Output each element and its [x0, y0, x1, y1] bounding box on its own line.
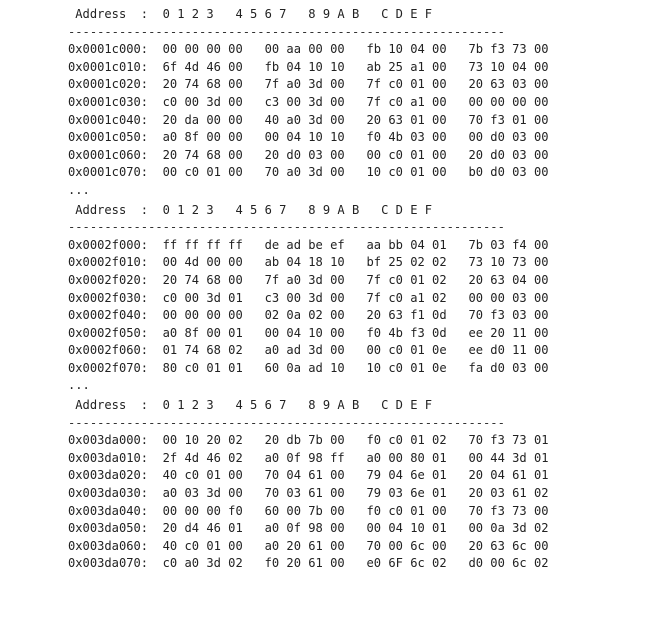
dump-row: 0x003da030: a0 03 3d 00 70 03 61 00 79 03 6e 01 20 03 61 02 — [68, 486, 549, 501]
dump-row: 0x0001c040: 20 da 00 00 40 a0 3d 00 20 63 01 00 70 f3 01 00 — [68, 112, 549, 127]
separator-line: ------------------------------------------------------------ — [68, 220, 505, 235]
dump-row: 0x0001c030: c0 00 3d 00 c3 00 3d 00 7f c0 a1 00 00 00 00 00 — [68, 94, 549, 109]
ellipsis: ... — [68, 378, 90, 393]
dump-row: 0x0001c050: a0 8f 00 00 00 04 10 10 f0 4b 03 00 00 d0 03 00 — [68, 130, 549, 145]
dump-block-3 — [68, 397, 628, 573]
dump-row: 0x0001c010: 6f 4d 46 00 fb 04 10 10 ab 25 a1 00 73 10 04 00 — [68, 59, 549, 74]
dump-block-2 — [68, 202, 628, 396]
column-header: Address : 0 1 2 3 4 5 6 7 8 9 A B C D E F — [68, 202, 433, 217]
dump-row: 0x0002f060: 01 74 68 02 a0 ad 3d 00 00 c0 01 0e ee d0 11 00 — [68, 343, 549, 358]
dump-row: 0x003da060: 40 c0 01 00 a0 20 61 00 70 00 6c 00 20 63 6c 00 — [68, 538, 549, 553]
column-header: Address : 0 1 2 3 4 5 6 7 8 9 A B C D E F — [68, 7, 433, 21]
dump-row: 0x003da020: 40 c0 01 00 70 04 61 00 79 04 6e 01 20 04 61 01 — [68, 468, 549, 483]
dump-row: 0x003da010: 2f 4d 46 02 a0 0f 98 ff a0 00 80 01 00 44 3d 01 — [68, 450, 549, 465]
dump-row: 0x0002f020: 20 74 68 00 7f a0 3d 00 7f c0 01 02 20 63 04 00 — [68, 272, 549, 287]
dump-row: 0x0002f050: a0 8f 00 01 00 04 10 00 f0 4b f3 0d ee 20 11 00 — [68, 325, 549, 340]
dump-row: 0x0002f040: 00 00 00 00 02 0a 02 00 20 63 f1 0d 70 f3 03 00 — [68, 308, 549, 323]
dump-row: 0x0002f070: 80 c0 01 01 60 0a ad 10 10 c0 01 0e fa d0 03 00 — [68, 360, 549, 375]
dump-row: 0x003da070: c0 a0 3d 02 f0 20 61 00 e0 6F 6c 02 d0 00 6c 02 — [68, 556, 549, 571]
dump-row: 0x0002f000: ff ff ff ff de ad be ef aa bb 04 01 7b 03 f4 00 — [68, 237, 549, 252]
dump-row: 0x003da000: 00 10 20 02 20 db 7b 00 f0 c0 01 02 70 f3 73 01 — [68, 433, 549, 448]
dump-row: 0x0002f030: c0 00 3d 01 c3 00 3d 00 7f c0 a1 02 00 00 03 00 — [68, 290, 549, 305]
ellipsis: ... — [68, 182, 90, 197]
separator-line: ------------------------------------------------------------ — [68, 415, 505, 430]
dump-row: 0x003da050: 20 d4 46 01 a0 0f 98 00 00 04 10 01 00 0a 3d 02 — [68, 521, 549, 536]
separator-line: ------------------------------------------------------------ — [68, 24, 505, 39]
column-header: Address : 0 1 2 3 4 5 6 7 8 9 A B C D E F — [68, 398, 433, 413]
dump-row: 0x0001c060: 20 74 68 00 20 d0 03 00 00 c0 01 00 20 d0 03 00 — [68, 147, 549, 162]
dump-row: 0x0002f010: 00 4d 00 00 ab 04 18 10 bf 25 02 02 73 10 73 00 — [68, 255, 549, 270]
dump-row: 0x0001c070: 00 c0 01 00 70 a0 3d 00 10 c0 01 00 b0 d0 03 00 — [68, 165, 549, 180]
hex-dump — [68, 6, 628, 573]
dump-row: 0x0001c000: 00 00 00 00 00 aa 00 00 fb 10 04 00 7b f3 73 00 — [68, 42, 549, 57]
dump-block-1 — [68, 6, 628, 200]
dump-row: 0x0001c020: 20 74 68 00 7f a0 3d 00 7f c0 01 00 20 63 03 00 — [68, 77, 549, 92]
dump-row: 0x003da040: 00 00 00 f0 60 00 7b 00 f0 c0 01 00 70 f3 73 00 — [68, 503, 549, 518]
